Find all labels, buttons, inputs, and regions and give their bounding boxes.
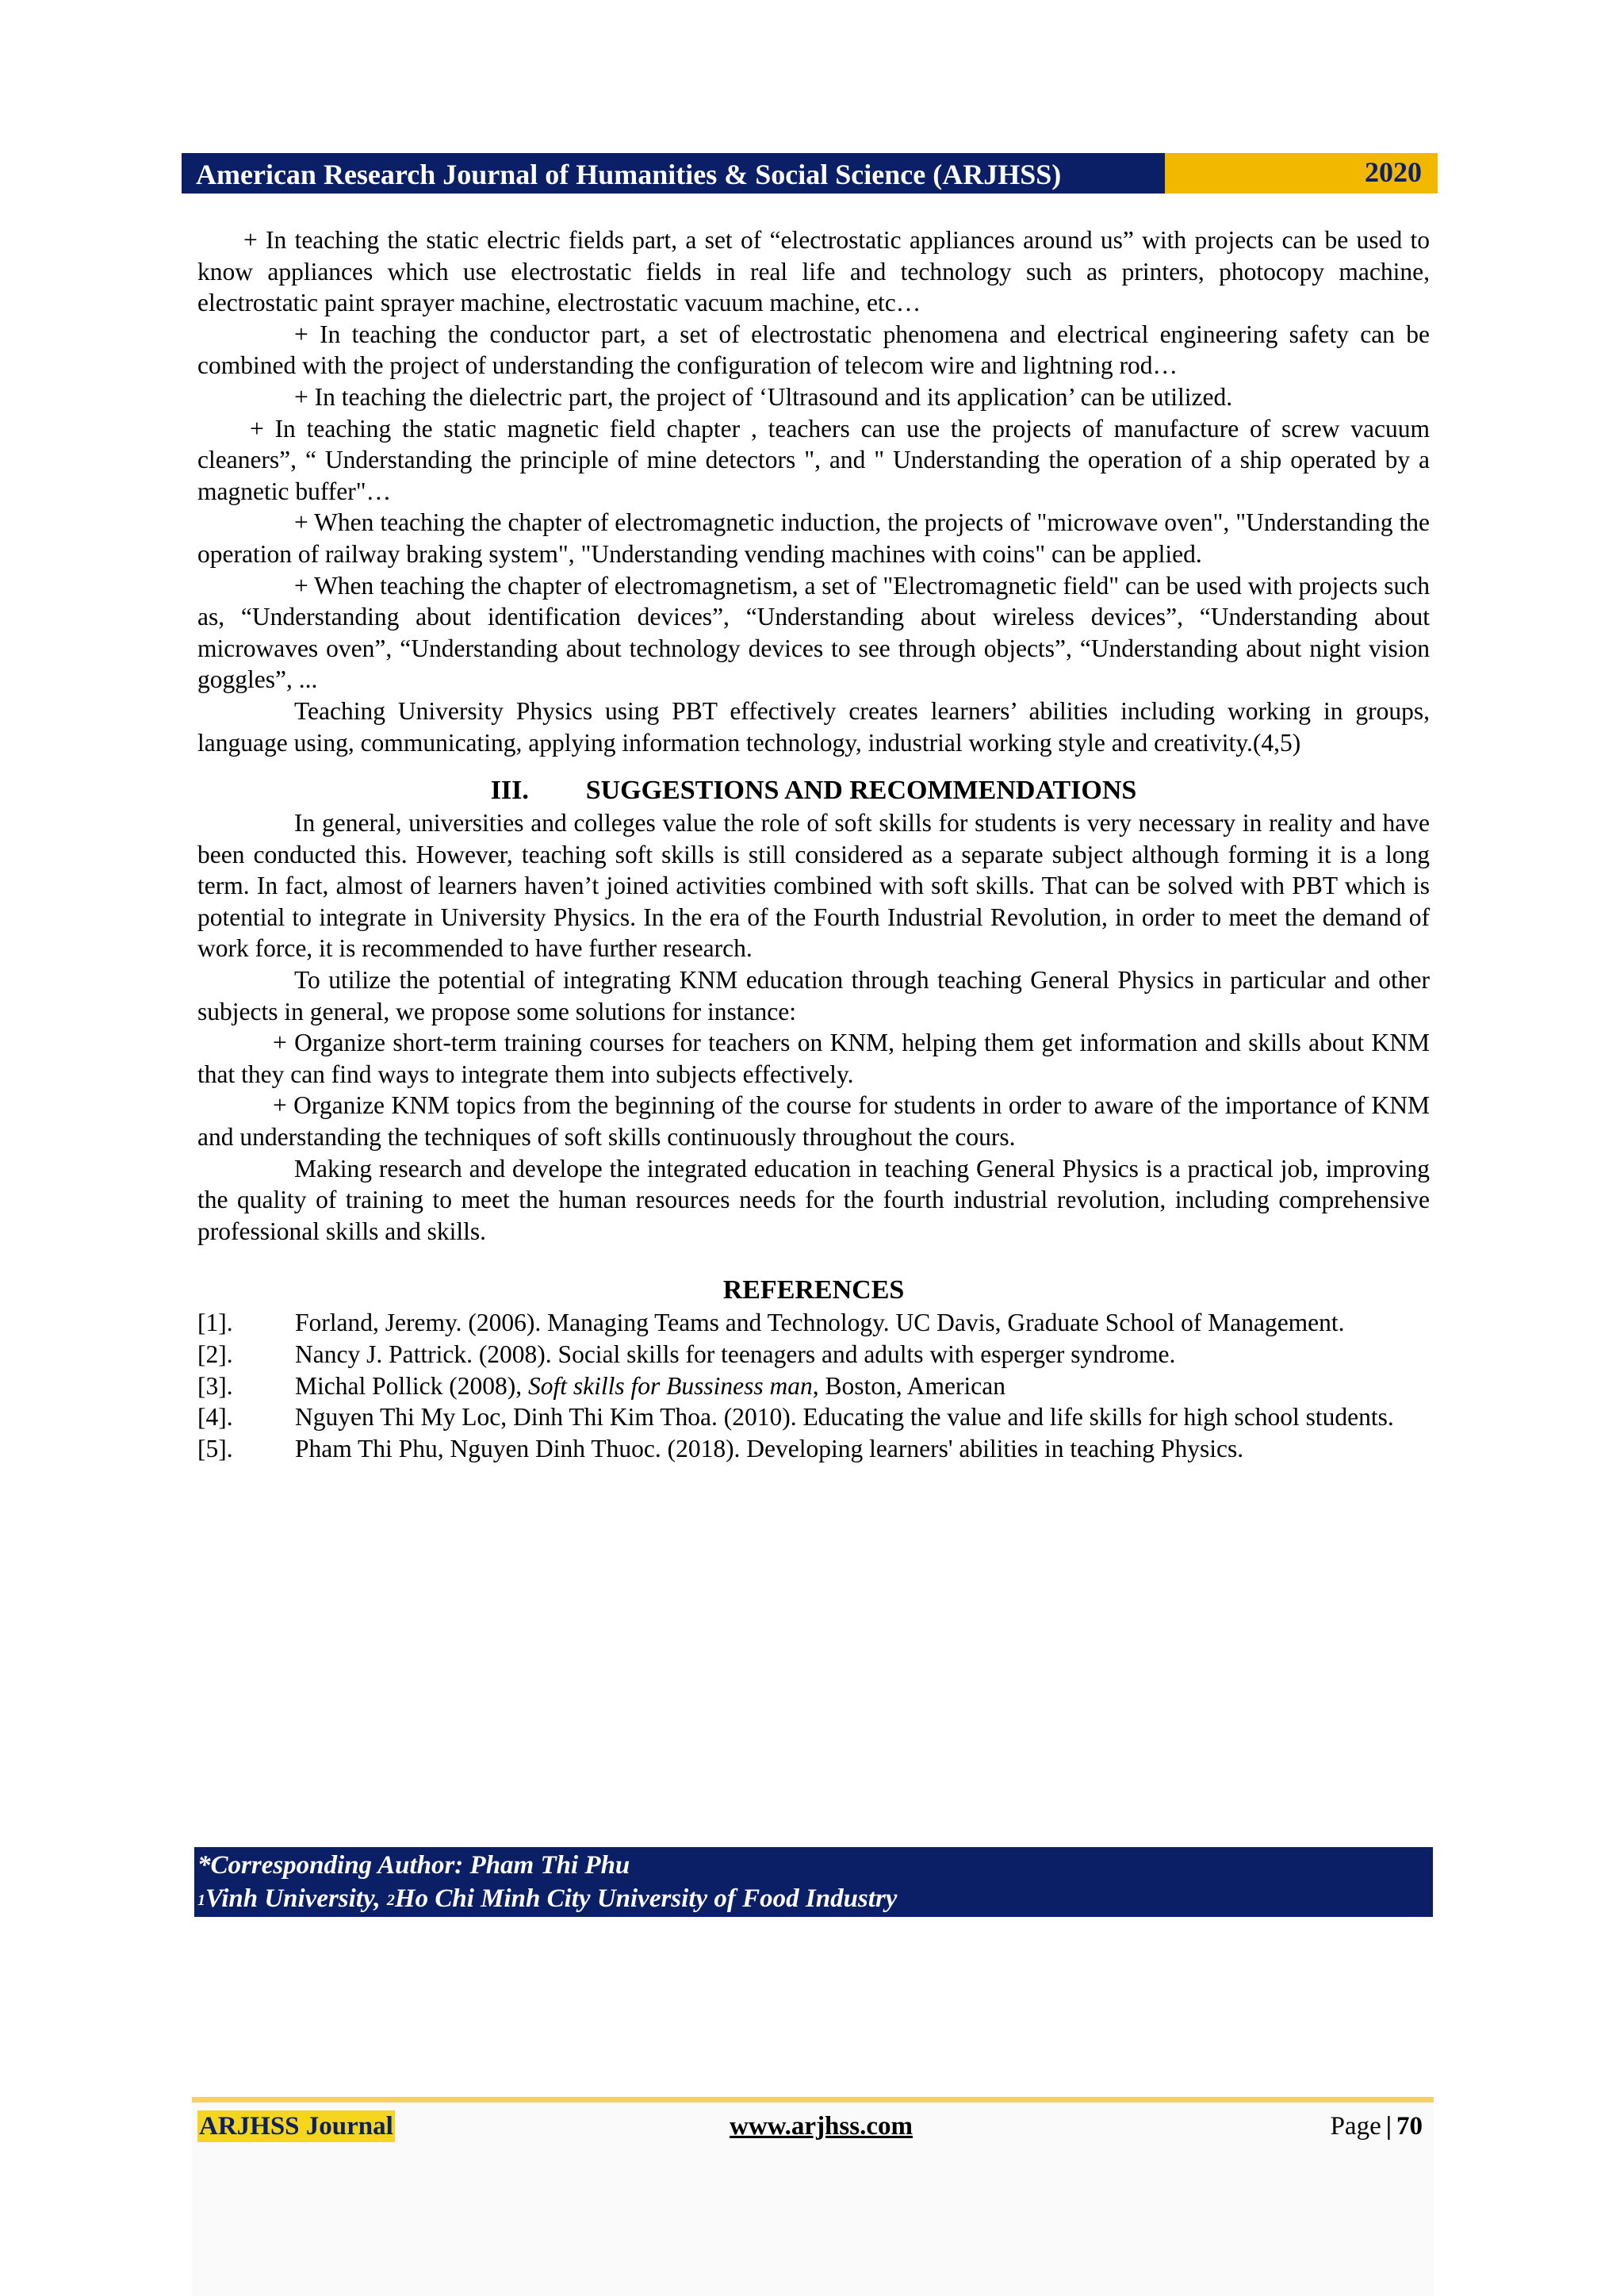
paragraph: In general, universities and colleges value the role of soft skills for students is very necessary in reality and have been conducted this. However, teaching soft skills is still considered as a separate subject although forming it is a long term. In fact, almost of learners haven’t joined activities combined with soft skills. That can be solved with PBT which is potential to integrate in University Physics. In the era of the Fourth Industrial Revolution, in order to meet the demand of work force, it is recommended to have further research. (197, 809, 1430, 963)
reference-number: [1]. (197, 1309, 233, 1337)
page-number: 70 (1396, 2112, 1423, 2141)
section-heading (197, 774, 1430, 807)
reference-number: [4]. (197, 1403, 233, 1432)
footer-journal-name: ARJHSS Journal (199, 2112, 393, 2141)
reference-item (197, 1401, 1430, 1433)
header-title-band (182, 153, 1165, 194)
reference-item (197, 1339, 1430, 1370)
header-year-band (1165, 153, 1438, 194)
reference-item (197, 1370, 1430, 1402)
corresponding-author-box (194, 1847, 1433, 1917)
reference-text: Nancy J. Pattrick. (2008). Social skills for teenagers and adults with esperger syndrome. (295, 1340, 1176, 1368)
paragraph: + In teaching the static magnetic field chapter , teachers can use the projects of manufacture of screw vacuum cleaners”, “ Understanding the principle of mine detectors ", and " Understanding the operation of a ship operated by a magnetic buffer"… (197, 414, 1430, 505)
journal-title: American Research Journal of Humanities & Social Science (ARJHSS) (196, 159, 1062, 190)
author-affiliations (197, 1882, 897, 1915)
paragraph: + When teaching the chapter of electromagnetic induction, the projects of "microwave oven", "Understanding the operation of railway braking system", "Understanding vending machines with coins" can be applied. (197, 508, 1430, 568)
paragraph: Making research and develope the integrated education in teaching General Physics is a practical job, improving the quality of training to meet the human resources needs for the fourth industrial revolution, including comprehensive professional skills and skills. (197, 1154, 1430, 1245)
page-label: Page (1330, 2112, 1381, 2141)
paragraph: + When teaching the chapter of electromagnetism, a set of "Electromagnetic field" can be used with projects such as, “Understanding about identification devices”, “Understanding about wireless devices”, “Understanding about microwaves oven”, “Understanding about technology devices to see through objects”, “Understanding about night vision goggles”, ... (197, 571, 1430, 694)
references-heading: REFERENCES (722, 1275, 905, 1305)
affiliation-1: Vinh University, (205, 1884, 387, 1913)
reference-text: Nguyen Thi My Loc, Dinh Thi Kim Thoa. (2010). Educating the value and life skills for high school students. (295, 1403, 1394, 1432)
journal-header (182, 153, 1438, 194)
publication-year: 2020 (1365, 156, 1422, 188)
page-indicator (1331, 2110, 1423, 2142)
affiliation-marker: 1 (197, 1892, 205, 1909)
paragraph: + In teaching the dielectric part, the project of ‘Ultrasound and its application’ can be utilized. (294, 382, 1233, 411)
article-body (197, 224, 1430, 1464)
footer-divider (192, 2097, 1434, 2102)
paragraph: Teaching University Physics using PBT effectively creates learners’ abilities including working in groups, language using, communicating, applying information technology, industrial working style and creativity.(4,5) (197, 696, 1430, 757)
reference-book-title: Soft skills for Bussiness man (527, 1371, 813, 1400)
reference-item (197, 1433, 1430, 1465)
page-separator: | (1385, 2112, 1392, 2141)
reference-item (197, 1307, 1430, 1339)
reference-authors: Michal Pollick (2008), (295, 1371, 528, 1400)
reference-text (295, 1370, 1430, 1402)
reference-number: [2]. (197, 1340, 233, 1368)
affiliation-2: Ho Chi Minh City University of Food Industry (394, 1884, 898, 1913)
paragraph: + In teaching the static electric fields part, a set of “electrostatic appliances around us” with projects can be used to know appliances which use electrostatic fields in real life and technology such as printers, photocopy machine, electrostatic paint sprayer machine, electrostatic vacuum machine, etc… (197, 226, 1430, 317)
reference-publisher: , Boston, American (812, 1371, 1005, 1400)
section-number: III. (490, 776, 529, 806)
reference-text: Pham Thi Phu, Nguyen Dinh Thuoc. (2018). Developing learners' abilities in teaching Physics. (295, 1434, 1244, 1462)
paragraph: + In teaching the conductor part, a set of electrostatic phenomena and electrical engineering safety can be combined with the project of understanding the configuration of telecom wire and lightning rod… (197, 320, 1430, 380)
paragraph: + Organize KNM topics from the beginning of the course for students in order to aware of the importance of KNM and understanding the techniques of soft skills continuously throughout the cours. (197, 1091, 1430, 1152)
paragraph: + Organize short-term training courses for teachers on KNM, helping them get information and skills about KNM that they can find ways to integrate them into subjects effectively. (197, 1029, 1430, 1088)
journal-website-link[interactable]: www.arjhss.com (730, 2112, 913, 2141)
reference-number: [5]. (197, 1434, 233, 1462)
section-title: SUGGESTIONS AND RECOMMENDATIONS (585, 776, 1137, 806)
affiliation-marker: 2 (386, 1892, 395, 1909)
reference-text: Forland, Jeremy. (2006). Managing Teams and Technology. UC Davis, Graduate School of Management. (295, 1309, 1345, 1337)
paragraph: To utilize the potential of integrating KNM education through teaching General Physics in particular and other subjects in general, we propose some solutions for instance: (197, 966, 1430, 1025)
reference-number: [3]. (197, 1371, 233, 1400)
corresponding-author: *Corresponding Author: Pham Thi Phu (197, 1851, 630, 1880)
